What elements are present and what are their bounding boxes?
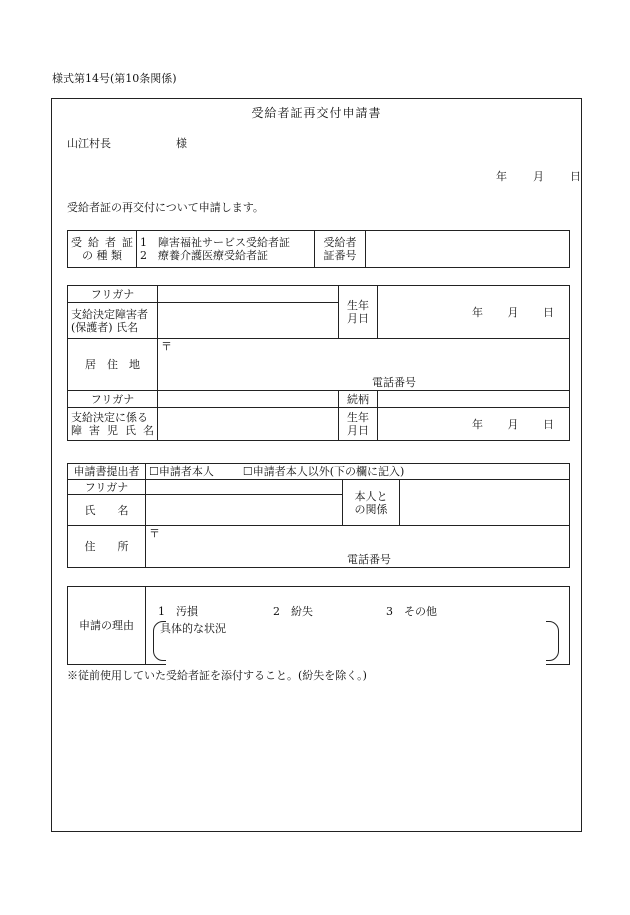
submitter-name-field[interactable] bbox=[146, 495, 343, 526]
submitter-relation-label-1: 本人と bbox=[354, 489, 388, 503]
submitter-other-label: 申請者本人以外(下の欄に記入) bbox=[252, 465, 405, 478]
page-title: 受給者証再交付申請書 bbox=[251, 106, 382, 120]
address-label: 居 住 地 bbox=[68, 339, 158, 391]
submitter-relation-label bbox=[343, 480, 400, 526]
submitter-address-field[interactable] bbox=[146, 526, 570, 568]
postal-mark: 〒 bbox=[161, 340, 172, 353]
intro-text: 受給者証の再交付について申請します。 bbox=[67, 201, 264, 214]
birth-year: 年 bbox=[472, 305, 483, 319]
birth-label-1: 生年 bbox=[347, 299, 369, 312]
submitter-other-checkbox[interactable] bbox=[243, 465, 253, 478]
relation-field[interactable] bbox=[378, 391, 570, 408]
submitter-table bbox=[67, 463, 570, 568]
beneficiary-name-label-2: (保護者) 氏名 bbox=[71, 320, 139, 334]
phone-label: 電話番号 bbox=[372, 376, 416, 389]
reason-option-3[interactable]: 3 その他 bbox=[386, 605, 437, 618]
child-birth-label-1: 生年 bbox=[347, 411, 369, 424]
beneficiary-name-label-1: 支給決定障害者 bbox=[71, 307, 148, 321]
birth-date-field[interactable] bbox=[378, 286, 570, 339]
child-name-label-2: 障 害 児 氏 名 bbox=[71, 424, 154, 437]
date-month: 月 bbox=[533, 170, 544, 183]
reason-option-1[interactable]: 1 汚損 bbox=[158, 605, 198, 618]
submitter-self-checkbox[interactable] bbox=[149, 465, 159, 478]
form-reference: 様式第14号(第10条関係) bbox=[52, 72, 177, 85]
certificate-table bbox=[67, 230, 570, 268]
child-furigana-label: フリガナ bbox=[68, 391, 158, 408]
child-birth-date-field[interactable] bbox=[378, 408, 570, 441]
submitter-furigana-field[interactable] bbox=[146, 480, 343, 495]
cert-type-label-2: の 種 類 bbox=[82, 249, 122, 262]
child-birth-label bbox=[339, 408, 378, 441]
honorific: 様 bbox=[176, 137, 187, 150]
submitter-relation-field[interactable] bbox=[400, 480, 570, 526]
birth-label bbox=[339, 286, 378, 339]
child-birth-year: 年 bbox=[472, 417, 483, 431]
beneficiary-name-label bbox=[68, 303, 158, 339]
child-name-field[interactable] bbox=[158, 408, 339, 441]
child-name-label bbox=[68, 408, 158, 441]
date-year: 年 bbox=[496, 170, 507, 183]
application-date[interactable] bbox=[496, 168, 581, 184]
birth-label-2: 月日 bbox=[347, 312, 369, 325]
child-birth-label-2: 月日 bbox=[347, 424, 369, 437]
addressee: 山江村長 bbox=[67, 137, 111, 150]
cert-option-1[interactable]: 1 障害福祉サービス受給者証 bbox=[140, 236, 290, 249]
birth-day: 日 bbox=[543, 305, 554, 319]
birth-month: 月 bbox=[507, 305, 519, 319]
reason-label: 申請の理由 bbox=[68, 587, 146, 665]
cert-number-field[interactable] bbox=[366, 231, 570, 268]
submitter-relation-label-2: の関係 bbox=[354, 502, 388, 516]
date-day: 日 bbox=[570, 170, 581, 183]
beneficiary-name-field[interactable] bbox=[158, 303, 339, 339]
cert-number-label-2: 証番号 bbox=[323, 249, 357, 262]
child-birth-month: 月 bbox=[507, 417, 519, 431]
child-birth-day: 日 bbox=[543, 417, 554, 431]
furigana-label: フリガナ bbox=[68, 286, 158, 303]
submitter-name-label: 氏 名 bbox=[68, 495, 146, 526]
cert-type-label-1: 受給者証 bbox=[71, 236, 133, 249]
submitter-phone-label: 電話番号 bbox=[347, 553, 391, 566]
address-field[interactable] bbox=[158, 339, 570, 391]
cert-number-label-1: 受給者 bbox=[323, 236, 357, 249]
cert-option-2[interactable]: 2 療養介護医療受給者証 bbox=[140, 249, 268, 262]
cert-type-label bbox=[68, 231, 137, 268]
child-furigana-field[interactable] bbox=[158, 391, 339, 408]
cert-number-label bbox=[315, 231, 366, 268]
submitter-address-label: 住 所 bbox=[68, 526, 146, 568]
detail-field[interactable] bbox=[167, 634, 547, 658]
furigana-field[interactable] bbox=[158, 286, 339, 303]
beneficiary-table bbox=[67, 285, 570, 441]
attachment-note: ※従前使用していた受給者証を添付すること。(紛失を除く。) bbox=[67, 669, 367, 682]
relation-label: 続柄 bbox=[339, 391, 378, 408]
submitter-self-label: 申請者本人 bbox=[158, 465, 214, 478]
child-name-label-1: 支給決定に係る bbox=[71, 411, 148, 424]
submitter-options[interactable] bbox=[146, 464, 570, 480]
submitter-furigana-label: フリガナ bbox=[68, 480, 146, 495]
submitter-postal-mark: 〒 bbox=[149, 527, 160, 540]
reason-option-2[interactable]: 2 紛失 bbox=[273, 605, 313, 618]
submitter-label: 申請書提出者 bbox=[68, 464, 146, 480]
cert-type-options[interactable] bbox=[137, 231, 315, 268]
detail-label: 具体的な状況 bbox=[160, 622, 226, 635]
